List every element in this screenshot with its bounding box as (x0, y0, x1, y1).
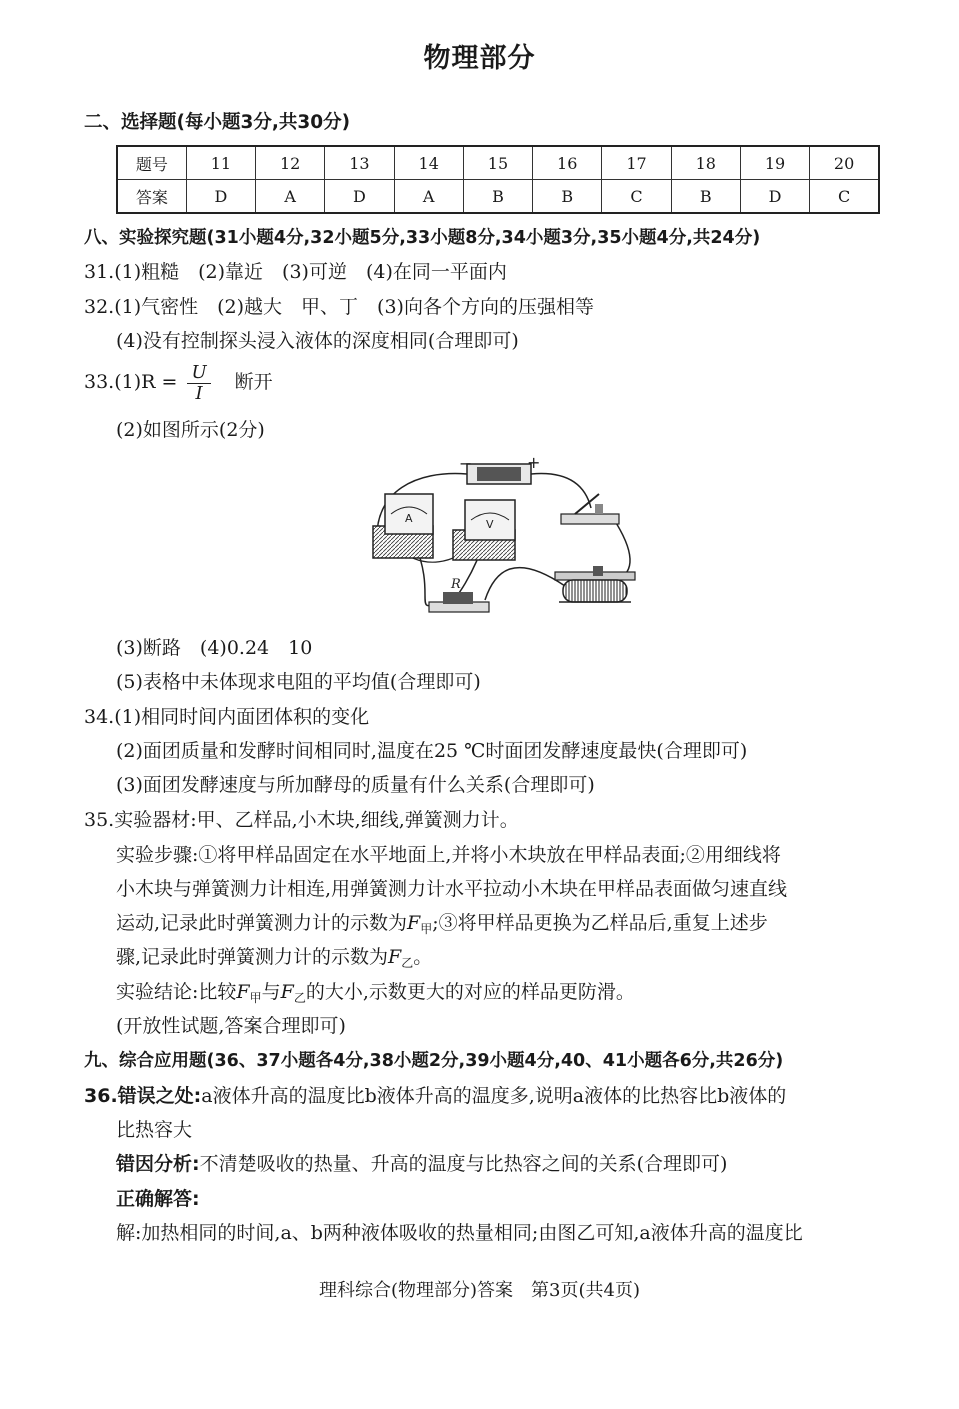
wire (531, 474, 591, 508)
text-span: 与 (261, 981, 281, 1003)
answer-33-part2: (2)如图所示(2分) (116, 419, 265, 441)
table-cell: 15 (463, 146, 532, 180)
table-cell: 11 (186, 146, 255, 180)
table-cell: 20 (810, 146, 879, 180)
table-cell: C (602, 180, 671, 214)
label-analysis: 错因分析: (116, 1153, 200, 1175)
resistor (429, 577, 489, 612)
subscript-yi: 乙 (293, 991, 306, 1005)
table-cell: A (394, 180, 463, 214)
table-cell: D (740, 180, 809, 214)
rheostat (555, 566, 635, 602)
table-cell: C (810, 180, 879, 214)
force-symbol: F (236, 981, 250, 1003)
switch-state: 断开 (234, 371, 273, 393)
label-error: 36.错误之处: (84, 1085, 202, 1107)
answer-32-part2: (4)没有控制探头浸入液体的深度相同(合理即可) (116, 330, 519, 352)
answer-34-part3: (3)面团发酵速度与所加酵母的质量有什么关系(合理即可) (116, 774, 595, 796)
table-row-answers (117, 180, 879, 214)
answer-35-steps-line3 (116, 911, 768, 941)
fraction-numerator: U (187, 363, 210, 384)
section-2-heading: 二、选择题(每小题3分,共30分) (84, 112, 351, 133)
table-cell: B (671, 180, 740, 214)
ammeter (373, 494, 433, 558)
ammeter-label: A (405, 512, 413, 525)
text-span: 实验结论:比较 (116, 981, 237, 1003)
table-row-numbers (117, 146, 879, 180)
text-span: 。 (413, 946, 433, 968)
table-cell: B (533, 180, 602, 214)
table-cell: 12 (256, 146, 325, 180)
answer-35-note: (开放性试题,答案合理即可) (116, 1015, 346, 1037)
table-cell: B (463, 180, 532, 214)
table-header-cell: 答案 (117, 180, 186, 214)
formula-prefix: 33.(1)R = (84, 371, 178, 393)
answer-35-steps-line4 (116, 945, 432, 975)
text-span: 的大小,示数更大的对应的样品更防滑。 (305, 981, 635, 1003)
page-footer: 理科综合(物理部分)答案 第3页(共4页) (319, 1280, 640, 1301)
table-cell: 18 (671, 146, 740, 180)
resistor-label: R (451, 577, 461, 592)
answer-35-steps-line2: 小木块与弹簧测力计相连,用弹簧测力计水平拉动小木块在甲样品表面做匀速直线 (116, 878, 788, 900)
battery-plus-label: + (527, 453, 541, 472)
battery-minus-label: − (459, 454, 473, 473)
voltmeter (453, 500, 515, 560)
answer-31: 31.(1)粗糙 (2)靠近 (3)可逆 (4)在同一平面内 (84, 261, 507, 283)
circuit-diagram (355, 452, 647, 630)
section-9-heading: 九、综合应用题(36、37小题各4分,38小题2分,39小题4分,40、41小题各6分,共26分) (84, 1051, 784, 1071)
subscript-jia: 甲 (249, 991, 262, 1005)
answer-36-analysis (116, 1152, 727, 1176)
wire (485, 568, 565, 600)
voltmeter-label: V (486, 518, 494, 531)
answer-35-materials: 35.实验器材:甲、乙样品,小木块,细线,弹簧测力计。 (84, 809, 519, 831)
table-cell: D (325, 180, 394, 214)
table-cell: 16 (533, 146, 602, 180)
answer-35-steps-line1: 实验步骤:①将甲样品固定在水平地面上,并将小木块放在甲样品表面;②用细线将 (116, 844, 781, 866)
fraction-denominator: I (195, 382, 203, 404)
table-cell: 13 (325, 146, 394, 180)
text-span: 骤,记录此时弹簧测力计的示数为 (116, 946, 389, 968)
table-cell: 17 (602, 146, 671, 180)
table-cell: 14 (394, 146, 463, 180)
text-span: a液体升高的温度比b液体升高的温度多,说明a液体的比热容比b液体的 (201, 1085, 787, 1107)
table-cell: D (186, 180, 255, 214)
force-symbol: F (407, 912, 421, 934)
text-span: 不清楚吸收的热量、升高的温度与比热容之间的关系(合理即可) (199, 1153, 728, 1175)
text-span: 运动,记录此时弹簧测力计的示数为 (116, 912, 408, 934)
answer-34-part1: 34.(1)相同时间内面团体积的变化 (84, 706, 370, 728)
page-title: 物理部分 (423, 43, 536, 74)
answer-33-part1 (84, 362, 273, 404)
label-correct-answer: 正确解答: (116, 1188, 200, 1210)
answer-35-conclusion (116, 980, 635, 1010)
answer-32-part1: 32.(1)气密性 (2)越大 甲、丁 (3)向各个方向的压强相等 (84, 296, 594, 318)
answer-33-part5: (5)表格中未体现求电阻的平均值(合理即可) (116, 671, 481, 693)
fraction (187, 363, 210, 404)
answer-36-solution: 解:加热相同的时间,a、b两种液体吸收的热量相同;由图乙可知,a液体升高的温度比 (116, 1222, 803, 1244)
subscript-yi: 乙 (401, 956, 414, 970)
answer-table (116, 145, 880, 214)
battery (459, 453, 540, 484)
table-cell: A (256, 180, 325, 214)
answer-36-error (84, 1084, 786, 1108)
force-symbol: F (388, 946, 402, 968)
table-cell: 19 (740, 146, 809, 180)
text-span: ;③将甲样品更换为乙样品后,重复上述步 (432, 912, 768, 934)
table-header-cell: 题号 (117, 146, 186, 180)
answer-36-error-cont: 比热容大 (116, 1119, 193, 1141)
switch (561, 494, 619, 524)
wire (613, 518, 630, 580)
answer-33-part3: (3)断路 (4)0.24 10 (116, 637, 313, 659)
answer-34-part2: (2)面团质量和发酵时间相同时,温度在25 ℃时面团发酵速度最快(合理即可) (116, 740, 748, 762)
subscript-jia: 甲 (420, 922, 433, 936)
force-symbol: F (280, 981, 294, 1003)
section-8-heading: 八、实验探究题(31小题4分,32小题5分,33小题8分,34小题3分,35小题4分,共24分) (84, 228, 761, 248)
